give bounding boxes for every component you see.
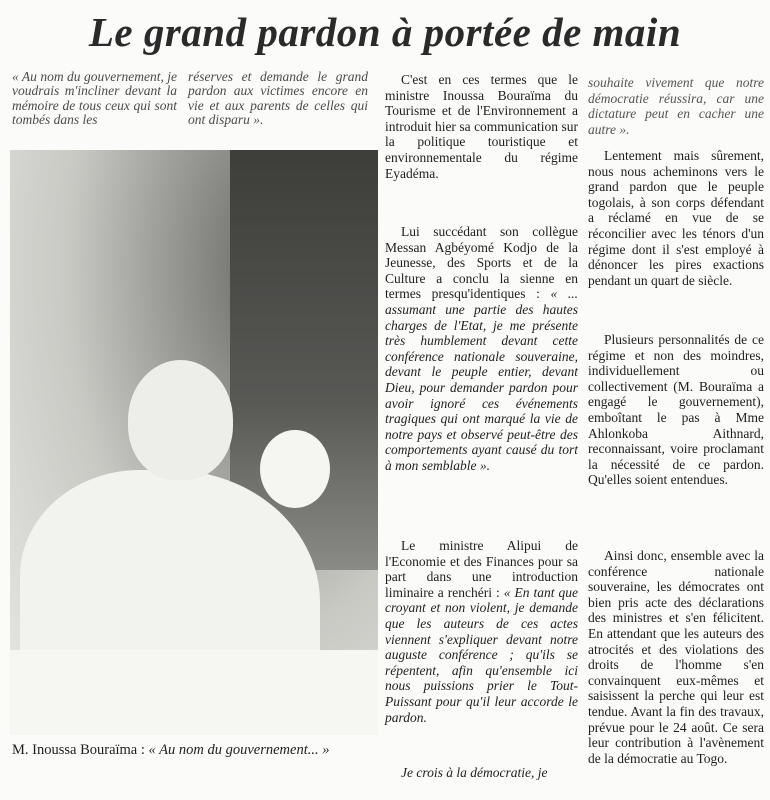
paragraph-quote: « En tant que croyant et non violent, je demande que les auteurs de ces actes viennent s'expliquer devant notre auguste conférence ; qu'ils se répentent, afin qu'ensemble ici nous puissions prier le Tout-Puissant pour qu'il leur accorde le pardon.	[385, 584, 578, 725]
photo-foreground	[10, 650, 378, 735]
article-paragraph-7	[588, 332, 764, 488]
paragraph-lead: Lui succédant son collègue Messan Agbéyomé Kodjo de la Jeunesse, des Sports et de la Culture a conclu la sienne en termes presqu'identiques :	[385, 224, 578, 302]
article-paragraph-2	[385, 224, 578, 474]
intro-quote-left: « Au nom du gouvernement, je voudrais m'incliner devant la mémoire de tous ceux qui sont tombés dans les	[12, 69, 177, 128]
article-paragraph-4	[385, 765, 578, 781]
paragraph-quote: Je crois à la démocratie, je	[401, 765, 548, 780]
article-paragraph-6	[588, 148, 764, 288]
paragraph-text	[385, 538, 578, 725]
caption-name: M. Inoussa Bouraïma :	[12, 742, 149, 758]
caption-quote: « Au nom du gouvernement... »	[148, 742, 330, 758]
paragraph-text: Ainsi donc, ensemble avec la conférence nationale souveraine, les démocrates ont bien pris acte des déclarations des ministres et s'en félicitent. En attendant que les auteurs des atrocités et des violations des droits de l'homme s'en convainquent eux-mêmes et saisissent la perche qui leur est tendue. Avant la fin des travaux, prévue pour le 24 août. Ce sera leur contribution à l'avènement de la démocratie au Togo.	[588, 548, 764, 766]
photo-figure-head	[128, 360, 233, 480]
minister-photo	[10, 150, 378, 735]
article-paragraph-5	[588, 75, 764, 137]
article-paragraph-3	[385, 538, 578, 725]
photo-microphone	[260, 430, 330, 508]
article-paragraph-1	[385, 72, 578, 181]
paragraph-text: Plusieurs personnalités de ce régime et non des moindres, individuellement ou collectivement (M. Bouraïma a engagé le gouvernement), emboîtant le pas à Mme Ahlonkoba Aithnard, reconnaissant, voire proclamant la nécessité de ce pardon. Qu'elles soient entendues.	[588, 332, 764, 488]
intro-quote-right: réserves et demande le grand pardon aux victimes encore en vie et aux parents de celles qui ont disparu ».	[188, 69, 368, 128]
headline: Le grand pardon à portée de main	[88, 9, 682, 55]
paragraph-text: C'est en ces termes que le ministre Inoussa Bouraïma du Tourisme et de l'Environnement a introduit hier sa communication sur la politique touristique et environnementale du régime Eyadéma.	[385, 72, 578, 181]
photo-caption	[12, 740, 372, 761]
paragraph-quote: souhaite vivement que notre démocratie réussira, car une dictature peut en cacher une autre ».	[588, 75, 764, 137]
paragraph-quote: « ... assumant une partie des hautes charges de l'Etat, je me présente très humblement devant cette conférence nationale souveraine, devant le peuple entier, devant Dieu, pour demander pardon pour avoir ignoré ces événements tragiques qui ont marqué la vie de notre pays et observé peut-être des comportements ayant causé du tort à mon semblable ».	[385, 286, 579, 473]
article-paragraph-8	[588, 548, 764, 766]
paragraph-text	[385, 224, 578, 474]
paragraph-text: Lentement mais sûrement, nous nous acheminons vers le grand pardon que le peuple togolais, à son corps défendant a réclamé en vue de se réconcilier avec les ténors d'un régime dont il s'est employé à dénoncer les pires exactions pendant un quart de siècle.	[588, 148, 764, 288]
paragraph-lead: Le ministre Alipui de l'Economie et des Finances pour sa part dans une introduction liminaire a renchéri :	[385, 538, 578, 600]
